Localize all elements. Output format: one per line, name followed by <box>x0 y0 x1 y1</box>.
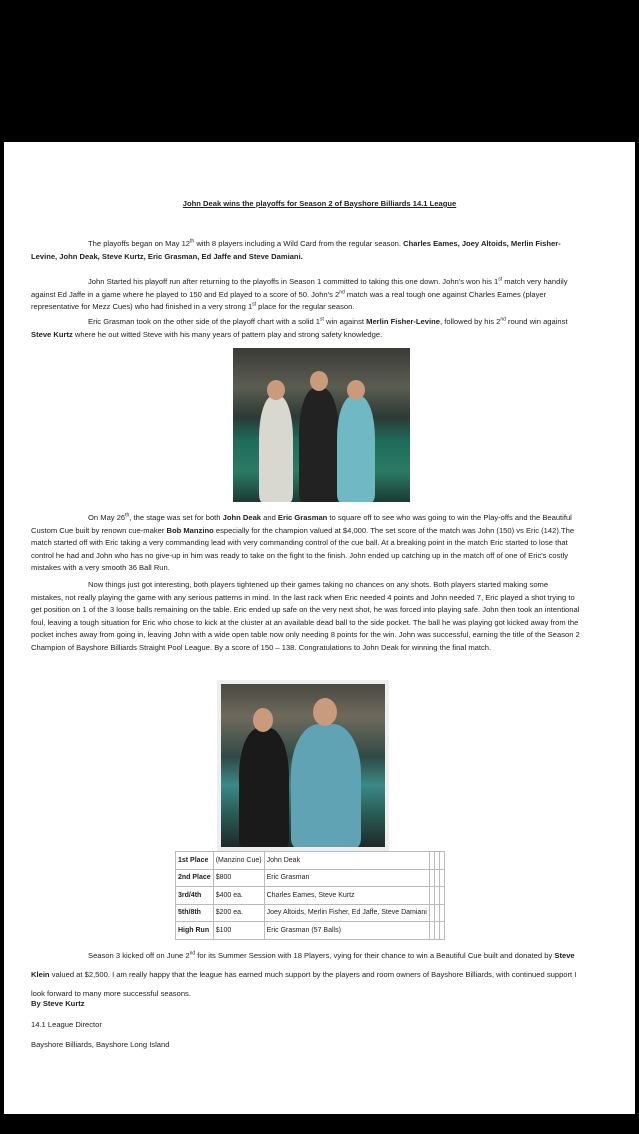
text-run: match very handily against Ed Jaffe in a game where he played to 150 and Ed played to a score of 50. John's 2 <box>31 277 568 299</box>
paragraph-final <box>31 512 581 575</box>
text-run: , the stage was set for both <box>129 513 223 522</box>
place-cell: High Run <box>176 922 214 940</box>
ordinal-suffix: st <box>498 276 503 283</box>
place-cell: 5th/8th <box>176 904 214 922</box>
text-run: place for the regular season. <box>256 302 355 312</box>
ordinal-suffix: th <box>190 238 195 245</box>
empty-cell <box>439 852 444 870</box>
prize-cell: (Manzino Cue) <box>213 852 264 870</box>
place-cell: 1st Place <box>176 852 214 870</box>
byline: By Steve Kurtz <box>31 999 85 1008</box>
photo-three-players <box>233 348 410 502</box>
paragraph-season3 <box>31 946 581 1003</box>
text-run: where he out witted Steve with his many years of pattern play and strong safety knowledge. <box>72 329 383 339</box>
paragraph-last-rack <box>31 579 581 655</box>
photo-champion <box>217 680 389 851</box>
ordinal-suffix: st <box>320 316 324 323</box>
text-run: and <box>261 513 278 522</box>
ordinal-suffix: nd <box>189 950 196 957</box>
text-run: especially for the champion valued at $4,000. The set score of the match was John (150) vs Eric (142).The match started off with Eric taking a very commanding lead with very commanding control of the cue ball. At a breaking point in the match Eric started to lose that control he had and John who has no give-up in him was ready to take on the fight to the finish. John ended up catching up in the match off of one of Eric's costly mistakes with a very smooth 36 Ball Run. <box>31 525 575 573</box>
empty-cell <box>439 904 444 922</box>
document-page <box>4 142 635 1114</box>
winner-cell: John Deak <box>264 852 429 870</box>
empty-cell <box>439 887 444 905</box>
bold-text: Steve Klein <box>31 951 575 979</box>
author-role: 14.1 League Director <box>31 1020 102 1029</box>
text-run: for its Summer Session with 18 Players, vying for their chance to win a Beautiful Cue built and donated by <box>195 951 555 960</box>
bold-text: John Deak <box>222 513 262 522</box>
prize-cell: $800 <box>213 869 264 887</box>
place-cell: 2nd Place <box>176 869 214 887</box>
paragraph-intro <box>31 238 581 263</box>
results-row <box>176 869 445 887</box>
text-run: On May 26 <box>88 513 126 522</box>
winner-cell: Eric Grasman <box>264 869 429 887</box>
results-table <box>175 851 445 940</box>
empty-cell <box>439 922 444 940</box>
text-run: John Started his playoff run after returning to the playoffs in Season 1 committed to taking this one down. John's won his 1 <box>88 277 499 286</box>
winner-cell: Charles Eames, Steve Kurtz <box>264 887 429 905</box>
results-row <box>176 887 445 905</box>
prize-cell: $200 ea. <box>213 904 264 922</box>
text-run: match was a real tough one against Charles Eames (player representative for Mezz Cues) who had finished in a very strong 1 <box>31 289 547 312</box>
text-run: The playoffs began on May 12 <box>88 239 191 248</box>
ordinal-suffix: st <box>252 301 257 308</box>
place-cell: 3rd/4th <box>176 887 214 905</box>
ordinal-suffix: nd <box>339 289 345 296</box>
text-run: to square off to see who was going to win the Play-offs and the Beautiful Custom Cue built by renown cue-maker <box>31 513 572 535</box>
prize-cell: $400 ea. <box>213 887 264 905</box>
prize-cell: $100 <box>213 922 264 940</box>
ordinal-suffix: nd <box>500 316 506 323</box>
bold-text: Bob Manzino <box>166 525 214 535</box>
bold-text: Steve Kurtz <box>31 329 73 339</box>
author-location: Bayshore Billiards, Bayshore Long Island <box>31 1040 170 1049</box>
text-run: win against <box>323 317 367 326</box>
article-title: John Deak wins the playoffs for Season 2 of Bayshore Billiards 14.1 League <box>182 199 457 208</box>
text-run: Now things just got interesting, both players tightened up their games taking no chances on any shots. Both players started making some mistakes, not really playing the game with any serious patterns in mind. In the last rack when Eric needed 4 points and John needed 7, Eric played a shot trying to get position on 1 of the 3 loose balls remaining on the table. Eric ended up safe on the very next shot, he was forced into playing safe. John then took an intentional foul, leaving a tough situation for Eric who chose to kick at the cluster at an available dead ball to the side pocket. The ball he was playing got kicked away from the pocket inches away from going in, leaving John with a wide open table now only needing 8 points for the win. John was successful, earning the title of the Season 2 Champion of Bayshore Billiards Straight Pool League. By a score of 150 – 138. Congratulations to John Deak for winning the final match. <box>31 580 580 652</box>
winner-cell: Joey Altoids, Merlin Fisher, Ed Jaffe, Steve Damiani <box>264 904 429 922</box>
bold-text: Charles Eames, Joey Altoids, Merlin Fisher-Levine, John Deak, Steve Kurtz, Eric Grasman, Ed Jaffe and Steve Damiani. <box>31 239 561 261</box>
paragraph-john-run <box>31 276 581 314</box>
paragraph-eric-run <box>31 316 581 341</box>
bold-text: Eric Grasman <box>277 513 328 522</box>
winner-cell: Eric Grasman (57 Balls) <box>264 922 429 940</box>
text-run: Eric Grasman took on the other side of the playoff chart with a solid 1 <box>88 317 321 326</box>
results-row <box>176 922 445 940</box>
text-run: valued at $2,500. I am really happy that the league has earned much support by the players and room owners of Bayshore Billiards, with continued support I look forward to many more successful seasons. <box>31 970 577 998</box>
empty-cell <box>439 869 444 887</box>
ordinal-suffix: th <box>125 512 130 519</box>
results-row <box>176 852 445 870</box>
text-run: , followed by his 2 <box>439 317 501 326</box>
results-row <box>176 904 445 922</box>
bold-text: Merlin Fisher-Levine <box>366 317 440 326</box>
text-run: Season 3 kicked off on June 2 <box>88 951 190 960</box>
text-run: round win against <box>505 317 568 326</box>
text-run: with 8 players including a Wild Card from the regular season. <box>194 239 404 248</box>
